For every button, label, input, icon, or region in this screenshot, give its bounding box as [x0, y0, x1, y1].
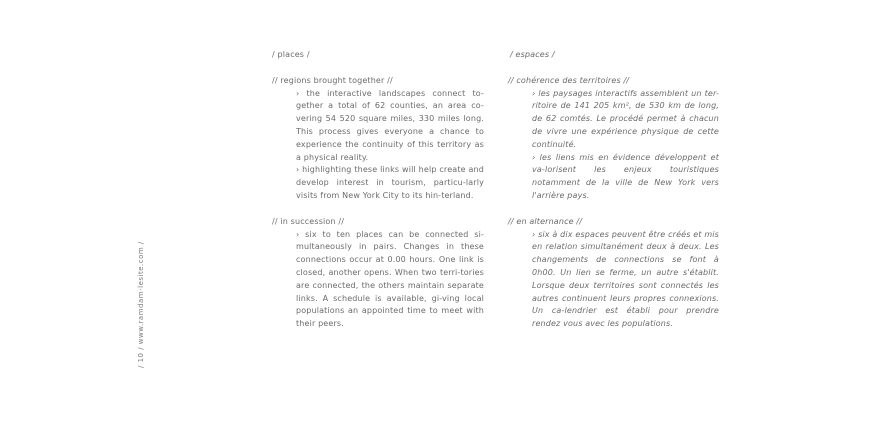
english-section-heading: // regions brought together //	[272, 75, 393, 85]
english-paragraph: › highlighting these links will help create and develop interest in tourism, particu-larly visits from New York City to its hin-terland.	[296, 165, 484, 200]
french-section-heading: // en alternance //	[508, 216, 583, 226]
french-paragraph: › les liens mis en évidence développent et va-lorisent les enjeux touristiques notamment de la ville de New York vers l'arrière pays.	[532, 152, 719, 200]
page-number-website: / 10 / www.ramdam-lesite.com /	[137, 241, 145, 368]
english-column	[272, 49, 484, 331]
french-section-heading: // cohérence des territoires //	[508, 75, 630, 85]
french-title: / espaces /	[510, 50, 555, 59]
english-section-heading: // in succession //	[272, 216, 345, 226]
french-paragraph: › six à dix espaces peuvent être créés et mis en relation simultanément deux à deux. Les changements de connections se font à 0h00. Un lien se ferme, un autre s'établit. Lorsque deux territoires sont connectés les autres continuent leurs propres connexions. Un ca-lendrier est établi pour prendre rendez vous avec les populations.	[532, 229, 719, 329]
english-paragraph: › six to ten places can be connected si-multaneously in pairs. Changes in these connections occur at 0.00 hours. One link is closed, another opens. When two terri-tories are connected, the others maintain separate links. A schedule is available, gi-ving local populations an appointed time to meet with their peers.	[296, 229, 484, 329]
french-column	[508, 49, 719, 331]
english-paragraph: › the interactive landscapes connect to-gether a total of 62 counties, an area co-vering 54 520 square miles, 330 miles long. This process gives everyone a chance to experience the continuity of this territory as a physical reality.	[296, 88, 484, 162]
french-paragraph: › les paysages interactifs assemblent un ter-ritoire de 141 205 km², de 530 km de long, de 62 comtés. Le procédé permet à chacun de vivre une expérience physique de cette continuité.	[532, 88, 719, 149]
english-title: / places /	[272, 50, 310, 59]
